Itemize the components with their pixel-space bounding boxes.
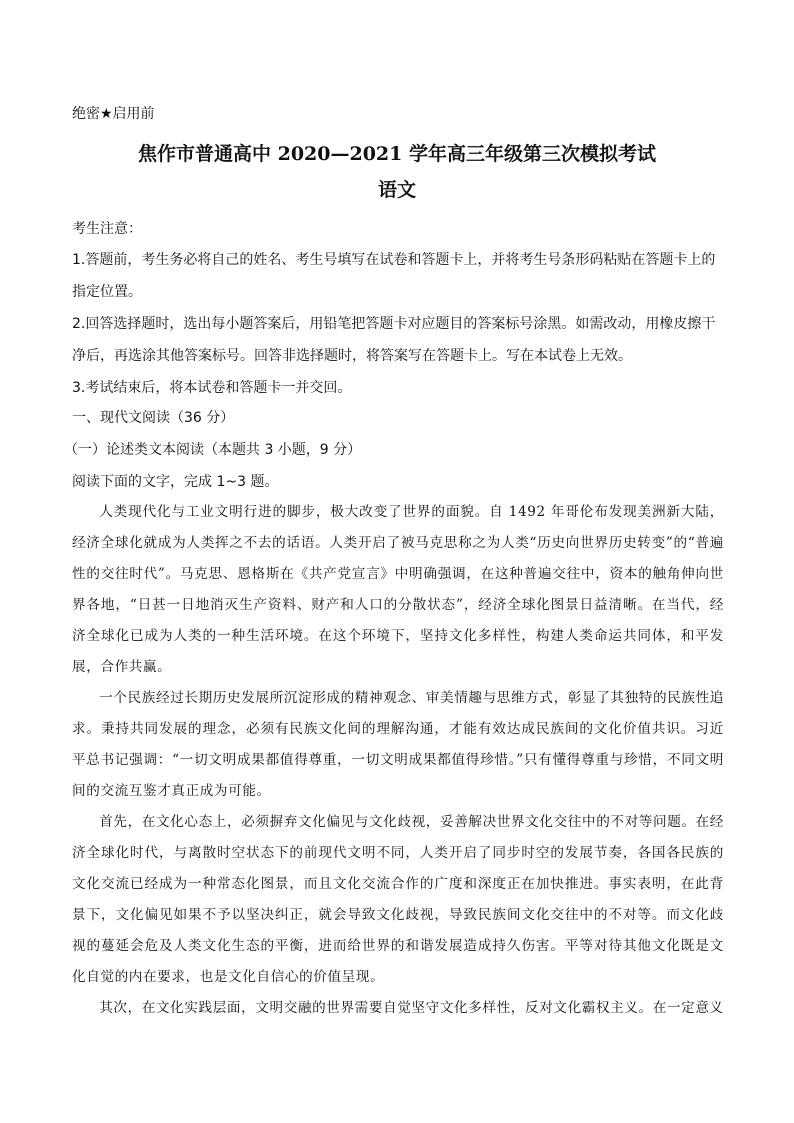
notice-item: 3.考试结束后，将本试卷和答题卡一并交回。	[72, 380, 352, 396]
notice-list	[72, 244, 724, 404]
subject-title: 语文	[377, 179, 416, 201]
confidential-label: 绝密★启用前	[72, 106, 155, 122]
exam-title: 焦作市普通高中 2020—2021 学年高三年级第三次模拟考试	[138, 143, 656, 165]
passage-paragraph: 一个民族经过长期历史发展所沉淀形成的精神观念、审美情趣与思维方式，彰显了其独特的民族性追求。秉持共同发展的理念，必须有民族文化间的理解沟通，才能有效达成民族间的文化价值共识。习近平总书记强调：“一切文明成果都值得尊重，一切文明成果都值得珍惜。”只有懂得尊重与珍惜，不同文明间的交流互鉴才真正成为可能。	[72, 690, 724, 799]
reading-instruction: 阅读下面的文字，完成 1~3 题。	[72, 474, 279, 490]
notice-item: 2.回答选择题时，选出每小题答案后，用铅笔把答题卡对应题目的答案标号涂黑。如需改动，用橡皮擦干净后，再选涂其他答案标号。回答非选择题时，将答案写在答题卡上。写在本试卷上无效。	[72, 316, 716, 364]
notice-item: 1.答题前，考生务必将自己的姓名、考生号填写在试卷和答题卡上，并将考生号条形码粘贴在答题卡上的指定位置。	[72, 252, 716, 300]
reading-passage	[72, 497, 724, 1024]
notice-heading: 考生注意：	[72, 221, 142, 237]
subsection-heading: （一）论述类文本阅读（本题共 3 小题，9 分）	[64, 442, 362, 458]
passage-paragraph: 其次，在文化实践层面，文明交融的世界需要自觉坚守文化多样性，反对文化霸权主义。在一定意义	[99, 1000, 724, 1016]
passage-paragraph: 人类现代化与工业文明行进的脚步，极大改变了世界的面貌。自 1492 年哥伦布发现美洲新大陆，经济全球化就成为人类挥之不去的话语。人类开启了被马克思称之为人类“历史向世界历史转变”的“普遍性的交往时代”。马克思、恩格斯在《共产党宣言》中明确强调，在这种普遍交往中，资本的触角伸向世界各地，“日甚一日地消灭生产资料、财产和人口的分散状态”，经济全球化图景日益清晰。在当代，经济全球化已成为人类的一种生活环境。在这个环境下，坚持文化多样性，构建人类命运共同体，和平发展，合作共赢。	[72, 504, 724, 675]
passage-paragraph: 首先，在文化心态上，必须摒弃文化偏见与文化歧视，妥善解决世界文化交往中的不对等问题。在经济全球化时代，与离散时空状态下的前现代文明不同，人类开启了同步时空的发展节奏，各国各民族的文化交流已经成为一种常态化图景，而且文化交流合作的广度和深度正在加快推进。事实表明，在此背景下，文化偏见如果不予以坚决纠正，就会导致文化歧视，导致民族间文化交往中的不对等。而文化歧视的蔓延会危及人类文化生态的平衡，进而给世界的和谐发展造成持久伤害。平等对待其他文化既是文化自觉的内在要求，也是文化自信心的价值呈现。	[72, 814, 724, 985]
section-heading: 一、现代文阅读（36 分）	[72, 410, 235, 426]
